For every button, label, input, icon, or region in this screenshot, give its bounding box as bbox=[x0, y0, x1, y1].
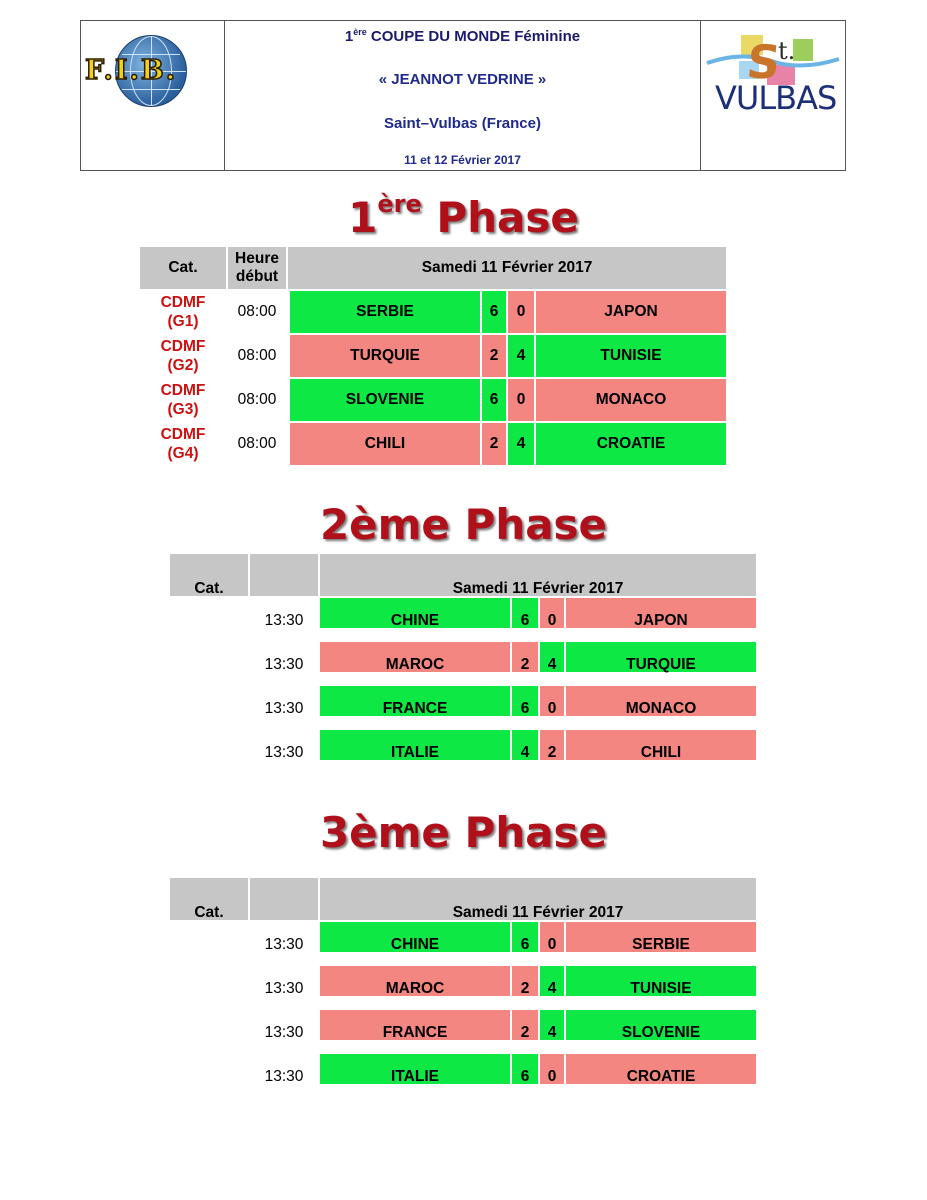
score-a: 6 bbox=[512, 1054, 538, 1084]
team-b: SLOVENIE bbox=[566, 1010, 756, 1040]
start-time: 13:30 bbox=[264, 936, 304, 953]
start-time: 08:00 bbox=[237, 347, 277, 364]
start-time: 13:30 bbox=[264, 744, 304, 761]
col-header-cat: Cat. bbox=[170, 554, 248, 596]
fib-logo-text: F.I.B. bbox=[85, 55, 178, 86]
score-a: 6 bbox=[482, 379, 506, 421]
score-b: 4 bbox=[540, 966, 564, 996]
team-a: ITALIE bbox=[320, 1054, 510, 1084]
score-a: 6 bbox=[482, 291, 506, 333]
start-time: 08:00 bbox=[237, 391, 277, 408]
col-header-day: Samedi 11 Février 2017 bbox=[320, 878, 756, 920]
team-a: FRANCE bbox=[320, 686, 510, 716]
score-b: 0 bbox=[508, 379, 534, 421]
score-a: 2 bbox=[512, 1010, 538, 1040]
start-time: 13:30 bbox=[264, 656, 304, 673]
phase-3-table bbox=[170, 878, 756, 1094]
team-a: CHINE bbox=[320, 922, 510, 952]
category-cell: CDMF (G2) bbox=[160, 338, 206, 374]
phase-1-title: 1ère Phase bbox=[348, 190, 579, 242]
team-b: JAPON bbox=[536, 291, 726, 333]
col-header-time bbox=[250, 878, 318, 920]
team-a: SERBIE bbox=[290, 291, 480, 333]
col-header-day: Samedi 11 Février 2017 bbox=[320, 554, 756, 596]
col-header-time: Heure début bbox=[228, 247, 286, 289]
score-a: 4 bbox=[512, 730, 538, 760]
event-location: Saint–Vulbas (France) bbox=[384, 115, 541, 132]
phase-1-table bbox=[140, 247, 726, 465]
start-time: 13:30 bbox=[264, 700, 304, 717]
score-b: 0 bbox=[540, 922, 564, 952]
team-b: TUNISIE bbox=[566, 966, 756, 996]
score-b: 0 bbox=[540, 598, 564, 628]
col-header-day: Samedi 11 Février 2017 bbox=[288, 247, 726, 289]
score-a: 2 bbox=[482, 423, 506, 465]
score-b: 4 bbox=[508, 423, 534, 465]
team-a: FRANCE bbox=[320, 1010, 510, 1040]
team-b: CHILI bbox=[566, 730, 756, 760]
phase-2-title: 2ème Phase bbox=[319, 500, 608, 549]
team-b: TUNISIE bbox=[536, 335, 726, 377]
start-time: 08:00 bbox=[237, 303, 277, 320]
vulbas-wordmark: VULBAS bbox=[715, 79, 837, 117]
score-a: 6 bbox=[512, 686, 538, 716]
col-header-time bbox=[250, 554, 318, 596]
team-a: TURQUIE bbox=[290, 335, 480, 377]
start-time: 08:00 bbox=[237, 435, 277, 452]
team-b: SERBIE bbox=[566, 922, 756, 952]
team-a: CHINE bbox=[320, 598, 510, 628]
event-dates: 11 et 12 Février 2017 bbox=[404, 153, 521, 167]
fib-logo bbox=[81, 21, 225, 170]
category-cell: CDMF (G4) bbox=[160, 426, 206, 462]
score-a: 2 bbox=[512, 966, 538, 996]
score-b: 4 bbox=[508, 335, 534, 377]
score-b: 0 bbox=[540, 686, 564, 716]
team-b: CROATIE bbox=[566, 1054, 756, 1084]
team-b: MONACO bbox=[566, 686, 756, 716]
start-time: 13:30 bbox=[264, 1024, 304, 1041]
score-b: 4 bbox=[540, 1010, 564, 1040]
team-b: CROATIE bbox=[536, 423, 726, 465]
score-a: 6 bbox=[512, 598, 538, 628]
st-letter-t: t. bbox=[778, 37, 796, 65]
st-vulbas-logo bbox=[701, 21, 845, 170]
score-b: 0 bbox=[508, 291, 534, 333]
st-letter-s: S bbox=[744, 35, 783, 89]
start-time: 13:30 bbox=[264, 612, 304, 629]
team-a: SLOVENIE bbox=[290, 379, 480, 421]
team-b: MONACO bbox=[536, 379, 726, 421]
score-a: 2 bbox=[512, 642, 538, 672]
team-a: MAROC bbox=[320, 642, 510, 672]
event-title: 1ère COUPE DU MONDE Féminine bbox=[344, 27, 581, 45]
event-name: « JEANNOT VEDRINE » bbox=[378, 71, 547, 88]
phase-2-table bbox=[170, 554, 756, 770]
score-b: 4 bbox=[540, 642, 564, 672]
col-header-cat: Cat. bbox=[170, 878, 248, 920]
score-a: 6 bbox=[512, 922, 538, 952]
phase-3-title: 3ème Phase bbox=[319, 808, 608, 857]
team-a: MAROC bbox=[320, 966, 510, 996]
team-b: JAPON bbox=[566, 598, 756, 628]
col-header-cat: Cat. bbox=[140, 247, 226, 289]
team-b: TURQUIE bbox=[566, 642, 756, 672]
score-a: 2 bbox=[482, 335, 506, 377]
score-b: 0 bbox=[540, 1054, 564, 1084]
team-a: ITALIE bbox=[320, 730, 510, 760]
score-b: 2 bbox=[540, 730, 564, 760]
document-header bbox=[80, 20, 846, 171]
team-a: CHILI bbox=[290, 423, 480, 465]
start-time: 13:30 bbox=[264, 980, 304, 997]
category-cell: CDMF (G3) bbox=[160, 382, 206, 418]
event-title-block bbox=[225, 21, 701, 170]
category-cell: CDMF (G1) bbox=[160, 294, 206, 330]
start-time: 13:30 bbox=[264, 1068, 304, 1085]
